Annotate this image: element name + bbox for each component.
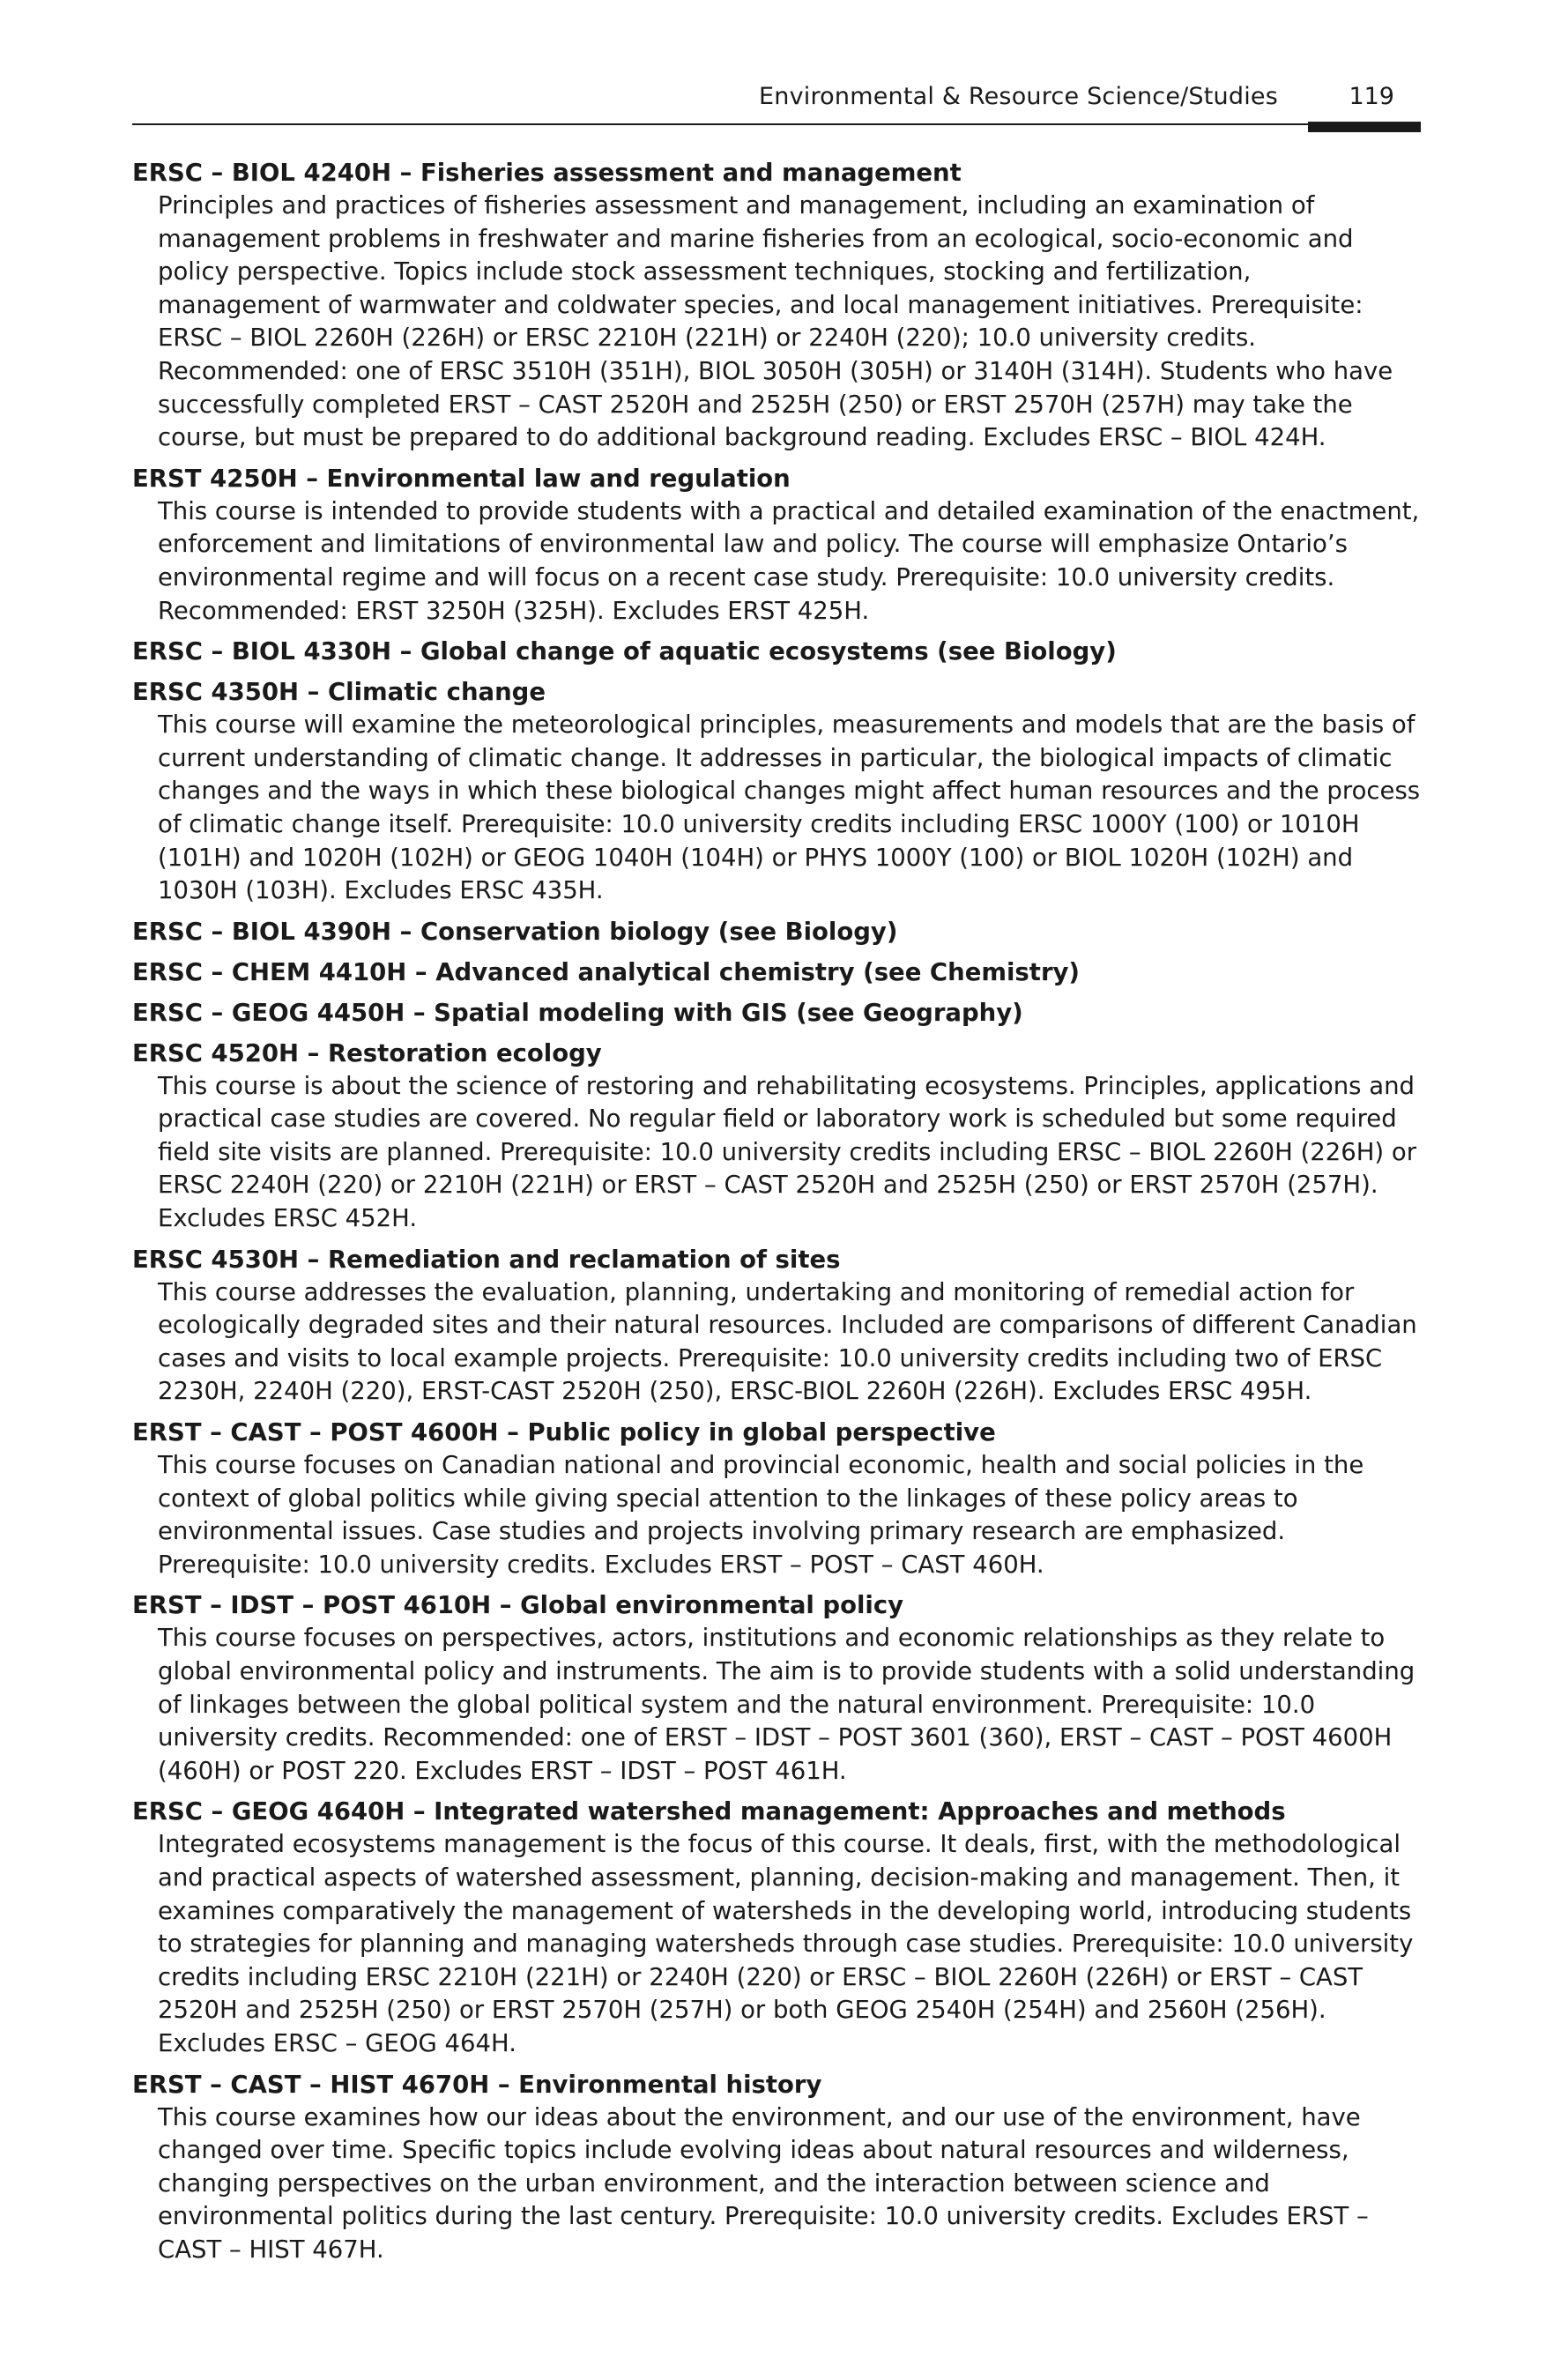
course-title: ERST 4250H – Environmental law and regulation (132, 464, 791, 493)
course-title: ERSC – CHEM 4410H – Advanced analytical chemistry (see Chemistry) (132, 957, 1080, 986)
course-title: ERSC – BIOL 4330H – Global change of aquatic ecosystems (see Biology) (132, 637, 1117, 666)
course-title: ERST – CAST – HIST 4670H – Environmental history (132, 2070, 822, 2099)
course-description: This course focuses on Canadian national and provincial economic, health and social policies in the context of global politics while giving special attention to the linkages of these policy areas to environmental issues. Case studies and projects involving primary research are emphasized. Prerequisite: 10.0 university credits. Excludes ERST – POST – CAST 460H. (158, 1451, 1364, 1579)
course-entry (132, 997, 1421, 1030)
page-number: 119 (1349, 83, 1394, 110)
course-title: ERSC 4520H – Restoration ecology (132, 1038, 602, 1067)
course-entry (132, 1417, 1421, 1581)
course-entry (132, 676, 1421, 908)
course-entry (132, 916, 1421, 948)
course-entry (132, 1589, 1421, 1788)
course-title: ERSC – GEOG 4640H – Integrated watershed management: Approaches and methods (132, 1797, 1286, 1826)
course-title: ERSC – GEOG 4450H – Spatial modeling with GIS (see Geography) (132, 998, 1023, 1027)
course-entry (132, 2069, 1421, 2267)
course-entry (132, 636, 1421, 668)
course-entry (132, 1038, 1421, 1236)
course-entry (132, 1796, 1421, 2060)
course-title: ERST – IDST – POST 4610H – Global environmental policy (132, 1591, 904, 1620)
course-description: Principles and practices of fisheries assessment and management, including an examination of management problems in freshwater and marine fisheries from an ecological, socio-economic and policy perspective. Topics include stock assessment techniques, stocking and fertilization, management of warmwater and coldwater species, and local management initiatives. Prerequisite: ERSC – BIOL 2260H (226H) or ERSC 2210H (221H) or 2240H (220); 10.0 university credits. Recommended: one of ERSC 3510H (351H), BIOL 3050H (305H) or 3140H (314H). Students who have successfully completed ERST – CAST 2520H and 2525H (250) or ERST 2570H (257H) may take the course, but must be prepared to do additional background reading. Excludes ERSC – BIOL 424H. (158, 191, 1393, 452)
course-list (132, 157, 1421, 2275)
course-description: This course is intended to provide students with a practical and detailed examination of the enactment, enforcement and limitations of environmental law and policy. The course will emphasize Ontario’s environmental regime and will focus on a recent case study. Prerequisite: 10.0 university credits. Recommended: ERST 3250H (325H). Excludes ERST 425H. (158, 496, 1420, 625)
course-description: Integrated ecosystems management is the focus of this course. It deals, first, with the methodological and practical aspects of watershed assessment, planning, decision-making and management. Then, it examines comparatively the management of watersheds in the developing world, introducing students to strategies for planning and managing watersheds through case studies. Prerequisite: 10.0 university credits including ERSC 2210H (221H) or 2240H (220) or ERSC – BIOL 2260H (226H) or ERST – CAST 2520H and 2525H (250) or ERST 2570H (257H) or both GEOG 2540H (254H) and 2560H (256H). Excludes ERSC – GEOG 464H. (158, 1830, 1414, 2057)
header-tab-bar (1308, 122, 1421, 132)
course-title: ERSC 4350H – Climatic change (132, 678, 546, 707)
course-description: This course focuses on perspectives, actors, institutions and economic relationships as they relate to global environmental policy and instruments. The aim is to provide students with a solid understanding of linkages between the global political system and the natural environment. Prerequisite: 10.0 university credits. Recommended: one of ERST – IDST – POST 3601 (360), ERST – CAST – POST 4600H (460H) or POST 220. Excludes ERST – IDST – POST 461H. (158, 1624, 1416, 1785)
course-entry (132, 956, 1421, 989)
course-title: ERSC – BIOL 4240H – Fisheries assessment and management (132, 159, 962, 187)
course-title: ERST – CAST – POST 4600H – Public policy in global perspective (132, 1418, 996, 1447)
course-entry (132, 463, 1421, 628)
course-title: ERSC 4530H – Remediation and reclamation of sites (132, 1245, 841, 1274)
course-description: This course will examine the meteorological principles, measurements and models that are the basis of current understanding of climatic change. It addresses in particular, the biological impacts of climatic changes and the ways in which these biological changes might affect human resources and the process of climatic change itself. Prerequisite: 10.0 university credits including ERSC 1000Y (100) or 1010H (101H) and 1020H (102H) or GEOG 1040H (104H) or PHYS 1000Y (100) or BIOL 1020H (102H) and 1030H (103H). Excludes ERSC 435H. (158, 710, 1421, 905)
course-title: ERSC – BIOL 4390H – Conservation biology (see Biology) (132, 917, 898, 946)
course-description: This course is about the science of restoring and rehabilitating ecosystems. Principles, applications and practical case studies are covered. No regular field or laboratory work is scheduled but some required field site visits are planned. Prerequisite: 10.0 university credits including ERSC – BIOL 2260H (226H) or ERSC 2240H (220) or 2210H (221H) or ERST – CAST 2520H and 2525H (250) or ERST 2570H (257H). Excludes ERSC 452H. (158, 1071, 1417, 1233)
course-entry (132, 157, 1421, 455)
course-entry (132, 1244, 1421, 1409)
running-header (132, 81, 1421, 125)
course-description: This course examines how our ideas about the environment, and our use of the environment, have changed over time. Specific topics include evolving ideas about natural resources and wilderness, changing perspectives on the urban environment, and the interaction between science and environmental politics during the last century. Prerequisite: 10.0 university credits. Excludes ERST – CAST – HIST 467H. (158, 2102, 1369, 2264)
course-description: This course addresses the evaluation, planning, undertaking and monitoring of remedial action for ecologically degraded sites and their natural resources. Included are comparisons of different Canadian cases and visits to local example projects. Prerequisite: 10.0 university credits including two of ERSC 2230H, 2240H (220), ERST-CAST 2520H (250), ERSC-BIOL 2260H (226H). Excludes ERSC 495H. (158, 1277, 1417, 1406)
section-title: Environmental & Resource Science/Studies (759, 83, 1278, 110)
